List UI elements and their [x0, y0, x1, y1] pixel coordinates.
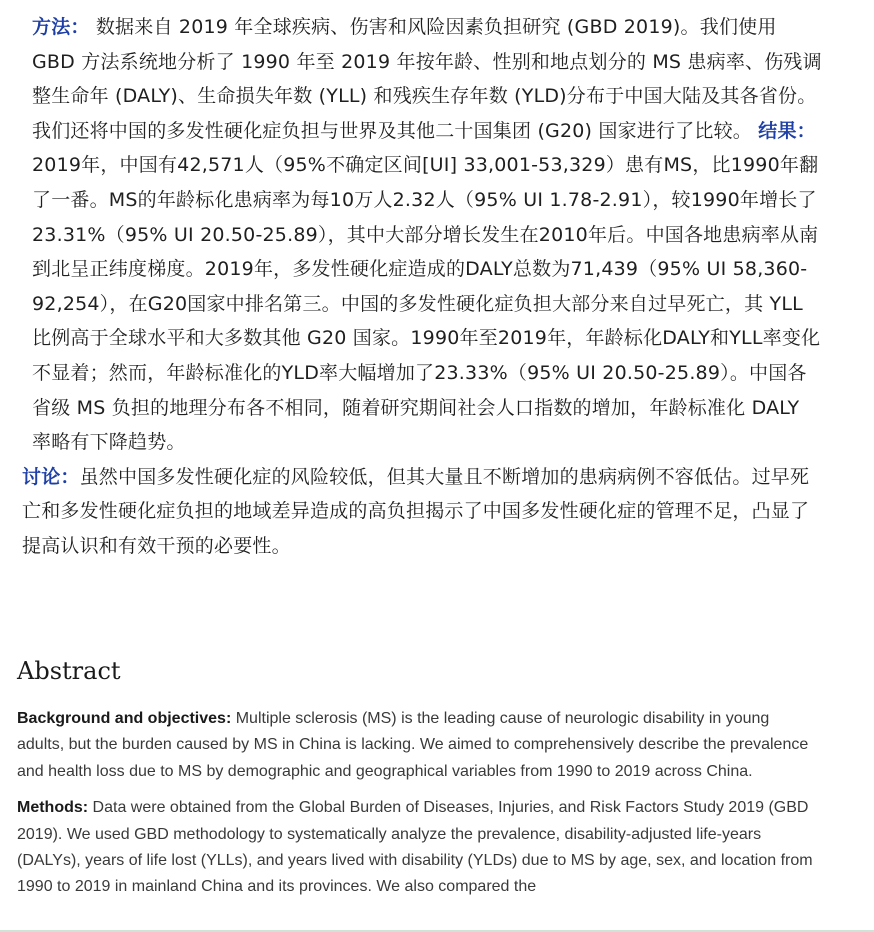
- cn-methods-text: 数据来自 2019 年全球疾病、伤害和风险因素负担研究 (GBD 2019)。我们使用 GBD 方法系统地分析了 1990 年至 2019 年按年龄、性别和地点划分的 MS 患病率、伤残调整生命年 (DALY)、生命损失年数 (YLL) 和残疾生存年数 (YLD)分布于中国大陆及其各省份。我们还将中国的多发性硬化症负担与世界及其他二十国集团 (G20) 国家进行了比较。: [32, 16, 822, 142]
- cn-methods-results-paragraph: [22, 10, 822, 460]
- cn-discussion-paragraph: [22, 460, 822, 564]
- en-background-label: Background and objectives:: [17, 710, 232, 727]
- abstract-heading: Abstract: [17, 657, 121, 685]
- cn-discussion-text: 虽然中国多发性硬化症的风险较低，但其大量且不断增加的患病病例不容低估。过早死亡和多发性硬化症负担的地域差异造成的高负担揭示了中国多发性硬化症的管理不足，凸显了提高认识和有效干预的必要性。: [22, 465, 810, 557]
- cn-methods-label: 方法：: [32, 16, 90, 38]
- chinese-abstract: [22, 10, 822, 564]
- cn-results-text: 2019年，中国有42,571人（95%不确定区间[UI] 33,001-53,329）患有MS，比1990年翻了一番。MS的年龄标化患病率为每10万人2.32人（95% UI 1.78-2.91），较1990年增长了23.31%（95% UI 20.50-25.89），其中大部分增长发生在2010年后。中国各地患病率从南到北呈正纬度梯度。2019年，多发性硬化症造成的DALY总数为71,439（95% UI 58,360-92,254），在G20国家中排名第三。中国的多发性硬化症负担大部分来自过早死亡，其 YLL 比例高于全球水平和大多数其他 G20 国家。1990年至2019年，年龄标化DALY和YLL率变化不显着；然而，年龄标准化的YLD率大幅增加了23.33%（95% UI 20.50-25.89）。中国各省级 MS 负担的地理分布各不相同，随着研究期间社会人口指数的增加，年龄标准化 DALY 率略有下降趋势。: [32, 154, 821, 454]
- en-methods-paragraph: [17, 795, 817, 901]
- cn-discussion-label: 讨论：: [22, 465, 80, 488]
- en-methods-text: Data were obtained from the Global Burden of Diseases, Injuries, and Risk Factors Study 2019 (GBD 2019). We used GBD methodology to systematically analyze the prevalence, disability-adjusted life-years (DALYs), years of life lost (YLLs), and years lived with disability (YLDs) due to MS by age, sex, and location from 1990 to 2019 in mainland China and its provinces. We also compared the: [17, 799, 813, 896]
- en-background-text: Multiple sclerosis (MS) is the leading cause of neurologic disability in young adults, but the burden caused by MS in China is lacking. We aimed to comprehensively describe the prevalence and health loss due to MS by demographic and geographical variables from 1990 to 2019 across China.: [17, 710, 809, 780]
- cn-results-label: 结果：: [758, 119, 816, 142]
- en-background-paragraph: [17, 706, 817, 785]
- top-edge: [0, 0, 874, 3]
- en-methods-label: Methods:: [17, 799, 89, 817]
- english-abstract: [17, 654, 817, 911]
